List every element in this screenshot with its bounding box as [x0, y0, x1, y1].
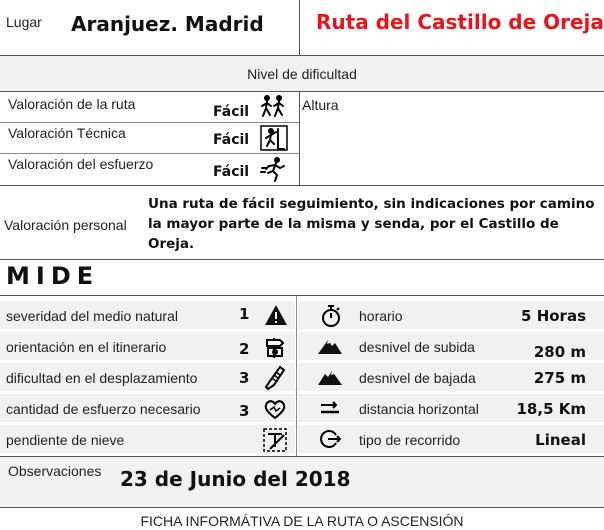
header-row	[0, 0, 604, 55]
mide-row	[0, 332, 295, 360]
mide-row	[0, 301, 295, 329]
mide-row-label: horario	[359, 308, 403, 324]
mide-row	[0, 363, 295, 391]
climber-icon	[260, 125, 288, 151]
mide-title: MIDE	[6, 262, 100, 290]
mide-row-value: Lineal	[535, 431, 586, 449]
difficulty-row-value: Fácil	[213, 132, 250, 148]
mide-row-label: desnivel de bajada	[359, 370, 476, 386]
mide-row-value: 275 m	[533, 369, 586, 387]
mide-row-label: cantidad de esfuerzo necesario	[6, 401, 201, 417]
ascent-icon	[316, 334, 344, 358]
mide-row-label: tipo de recorrido	[359, 432, 461, 448]
difficulty-title-bar	[0, 56, 604, 91]
mide-row-label: severidad del medio natural	[6, 308, 178, 324]
mide-row	[298, 363, 604, 391]
footer-text: FICHA INFORMÁTIVA DE LA RUTA O ASCENSIÓN	[140, 513, 464, 529]
mide-row-value: 2	[239, 340, 250, 358]
difficulty-row-label: Valoración Técnica	[8, 125, 126, 141]
mide-row-value: 1	[239, 305, 250, 323]
runner-icon	[260, 156, 288, 183]
personal-row	[0, 186, 604, 259]
difficulty-row-value: Fácil	[213, 104, 250, 120]
lugar-value: Aranjuez. Madrid	[71, 12, 264, 36]
mide-row-label: dificultad en el desplazamiento	[6, 370, 198, 386]
stopwatch-icon	[318, 303, 344, 329]
difficulty-row-label: Valoración del esfuerzo	[8, 156, 154, 172]
route-title: Ruta del Castillo de Oreja	[316, 10, 604, 34]
warning-triangle-icon	[264, 303, 288, 327]
altura-label: Altura	[302, 97, 339, 113]
difficulty-row	[0, 92, 299, 122]
heart-effort-icon	[262, 396, 288, 422]
difficulty-title: Nivel de dificultad	[247, 66, 357, 82]
mide-row	[298, 332, 604, 360]
observations-row	[0, 457, 604, 507]
mide-row-value: 3	[239, 369, 250, 387]
signpost-icon	[262, 334, 288, 360]
mide-row	[298, 425, 604, 453]
lugar-label: Lugar	[6, 14, 42, 30]
mide-row	[0, 394, 295, 422]
mide-row-value: 280 m	[533, 343, 586, 361]
hikers-icon	[258, 95, 288, 119]
mide-row	[298, 394, 604, 422]
footer	[0, 508, 604, 530]
personal-text: Una ruta de fácil seguimiento, sin indicaciones por camino la mayor parte de la misma y senda, por el Castillo de Oreja.	[148, 196, 595, 252]
difficulty-row	[0, 123, 299, 153]
mide-row-value: 18,5 Km	[516, 400, 586, 418]
mide-row-value: 3	[239, 402, 250, 420]
difficulty-row-label: Valoración de la ruta	[8, 96, 136, 112]
difficulty-row-value: Fácil	[213, 164, 250, 180]
observations-label: Observaciones	[8, 463, 102, 479]
snow-slope-icon	[262, 427, 288, 453]
horizontal-distance-icon	[318, 398, 342, 418]
route-type-icon	[318, 427, 342, 451]
personal-label: Valoración personal	[4, 217, 127, 233]
descent-icon	[316, 365, 344, 389]
mide-row-label: distancia horizontal	[359, 401, 479, 417]
mide-row-label: pendiente de nieve	[6, 432, 125, 448]
mide-row-value: 5 Horas	[521, 307, 586, 325]
observations-value: 23 de Junio del 2018	[120, 467, 351, 491]
mide-row-label: orientación en el itinerario	[6, 339, 167, 355]
mide-row	[0, 425, 295, 453]
difficulty-row	[0, 154, 299, 185]
boot-icon	[262, 365, 288, 391]
mide-row-label: desnivel de subida	[359, 339, 475, 355]
mide-row	[298, 301, 604, 329]
